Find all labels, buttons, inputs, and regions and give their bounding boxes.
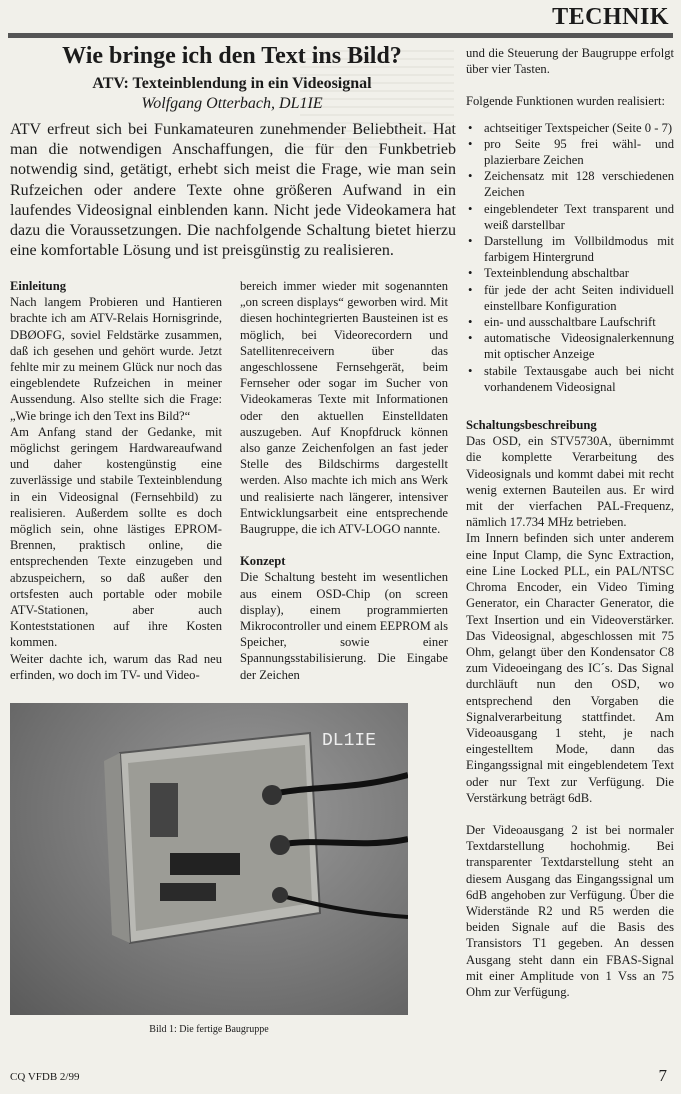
paragraph: Nach langem Probieren und Hantieren brachte ich am ATV-Relais Hornisgrinde, DBØOFG, soviel Feldstärke zusammen, daß ich gesehen und gehört wurde. Jetzt fehlte mir zu meinem Glück nur noch das eingeblendete Rufzeichen in meiner Aussendung. Also stellte sich die Frage: „Wie bringe ich den Text ins Bild?“ <box>10 295 222 423</box>
paragraph: und die Steuerung der Baugruppe erfolgt über vier Tasten. <box>466 46 674 77</box>
paragraph: Der Videoausgang 2 ist bei normaler Textdarstellung hochohmig. Bei transparenter Textdarstellung steht an diesem Ausgang das Eingangssignal um 6dB angehoben zur Verfügung. Über die Widerstände R2 und R5 werden die beiden Signale auf die Basis des Transistors T1 gegeben. An dessen Ausgang steht dann ein FBAS-Signal mit einer Amplitude von 1 Vss an 75 Ohm zur Verfügung. <box>466 822 674 999</box>
figure-caption: Bild 1: Die fertige Baugruppe <box>149 1024 269 1035</box>
heading-schaltungsbeschreibung: Schaltungsbeschreibung <box>466 418 597 433</box>
paragraph: Am Anfang stand der Gedanke, mit möglichst geringem Hardwareaufwand und daher kostengünstig eine zuverlässige und stabile Texteinblendung in ein Videosignal (Fernsehbild) zu realisieren. Außerdem sollte es doch möglich sein, ohne lästiges EPROM-Brennen, praktisch online, die entsprechenden Texte einzugeben und abzuspeichern, so daß außer den ortsfesten auch portable oder mobile ATV-Stationen, aber auch Konteststationen auf ihre Kosten kommen. <box>10 424 222 650</box>
lead-paragraph: ATV erfreut sich bei Funkamateuren zunehmender Beliebtheit. Hat man die notwendigen Anschaffungen, die für den Funkbetrieb notwendig sind, getätigt, erhebt sich meist die Frage, wie man sein Rufzeichen oder andere Texte ohne größeren Aufwand in ein laufendes Videosignal einblenden kann. Nicht jede Videokamera hat dazu die Voraussetzungen. Die nachfolgende Schaltung bietet hierzu eine komfortable Lösung und ist preisgünstig zu realisieren. <box>10 121 456 260</box>
jack-icon <box>270 835 290 855</box>
chip-icon <box>170 853 240 875</box>
list-item: • eingeblendeter Text transparent und weiß darstellbar <box>484 201 674 233</box>
paragraph: Das OSD, ein STV5730A, übernimmt die komplette Verarbeitung des Videosignals und kommt dabei mit recht wenig externen Bauteilen aus. Er wird mit der vierfachen PAL-Frequenz, nämlich 17.734 MHz betrieben. <box>466 434 674 530</box>
heading-einleitung: Einleitung <box>10 279 66 293</box>
list-item: • Zeichensatz mit 128 verschiedenen Zeichen <box>484 168 674 200</box>
article-author: Wolfgang Otterbach, DL1IE <box>141 95 323 112</box>
overlay-text: DL1IE <box>322 731 377 751</box>
jack-icon <box>272 887 288 903</box>
section-header: TECHNIK <box>552 4 669 30</box>
article-title: Wie bringe ich den Text ins Bild? <box>62 43 402 69</box>
list-item: • automatische Videosignalerkennung mit optischer Anzeige <box>484 330 674 362</box>
heading-konzept: Konzept <box>240 554 286 569</box>
page-number: 7 <box>658 1066 667 1085</box>
jack-icon <box>262 785 282 805</box>
list-item: • stabile Textausgabe auch bei nicht vorhandenem Videosignal <box>484 363 674 395</box>
list-item: • für jede der acht Seiten individuell einstellbare Konfiguration <box>484 282 674 314</box>
column-2 <box>240 278 448 683</box>
list-item: • Texteinblendung abschaltbar <box>484 265 674 281</box>
list-item: • ein- und ausschaltbare Laufschrift <box>484 314 674 330</box>
article-subtitle: ATV: Texteinblendung in ein Videosignal <box>92 75 372 92</box>
paragraph: Weiter dachte ich, warum das Rad neu erfinden, wo doch im TV- und Video- <box>10 651 222 682</box>
paragraph: Die Schaltung besteht im wesentlichen aus einem OSD-Chip (on screen display), einem programmierten Mikrocontroller und einem EEPROM als Speicher, sowie einer Spannungsstabilisierung. Die Eingabe der Zeichen <box>240 570 448 682</box>
list-item: • achtseitiger Textspeicher (Seite 0 - 7) <box>484 120 674 136</box>
connector-icon <box>150 783 178 837</box>
paragraph: Folgende Funktionen wurden realisiert: <box>466 94 666 109</box>
list-item: • pro Seite 95 frei wähl- und plazierbare Zeichen <box>484 136 674 168</box>
figure-photo <box>10 703 408 1015</box>
chip-icon <box>160 883 216 901</box>
column-1 <box>10 278 222 683</box>
paragraph: bereich immer wieder mit sogenannten „on screen displays“ geworben wird. Mit diesen hochintegrierten Bausteinen ist es möglich, bei Videorecordern und Satellitenreceivern über das angeschlossene Fernsehgerät, beim Fernseher oder sogar im Sucher von Videokameras Texte mit Informationen oder den aktuellen Einstelldaten auszugeben. Auf Knopfdruck können also ganze Zeichenfolgen an fast jeder Stelle des Bildschirms dargestellt werden. Also machte ich mich ans Werk und realisierte nach längerer, intensiver Entwicklungsarbeit eine entsprechende Baugruppe, die ich ATV-LOGO nannte. <box>240 279 448 537</box>
circuit-board-illustration <box>10 703 408 1015</box>
list-item: • Darstellung im Vollbildmodus mit farbigem Hintergrund <box>484 233 674 265</box>
paragraph: Im Innern befinden sich unter anderem eine Input Clamp, die Sync Extraction, eine Line Locked PLL, ein PAL/NTSC Chroma Encoder, ein Video Timing Generator, ein Character Generator, die Text Insertion und ein Videoverstärker. Das Videosignal, abgeschlossen mit 75 Ohm, gelangt über den Kondensator C8 zum Videoeingang des IC´s. Das Signal durchläuft nun den OSD, wo entsprechend den Vorgaben die Signalverarbeitung stattfindet. Am Videoausgang 1 steht, je nach eingestelltem Mode, dann das Eingangssignal mit eingeblendetem Text oder nur Text zur Verfügung. Die Verstärkung beträgt 6dB. <box>466 531 674 805</box>
footer-issue: CQ VFDB 2/99 <box>10 1071 80 1083</box>
cable-icon <box>278 839 408 845</box>
feature-list <box>466 120 674 395</box>
column-3 <box>466 45 674 1000</box>
header-rule <box>8 33 673 38</box>
